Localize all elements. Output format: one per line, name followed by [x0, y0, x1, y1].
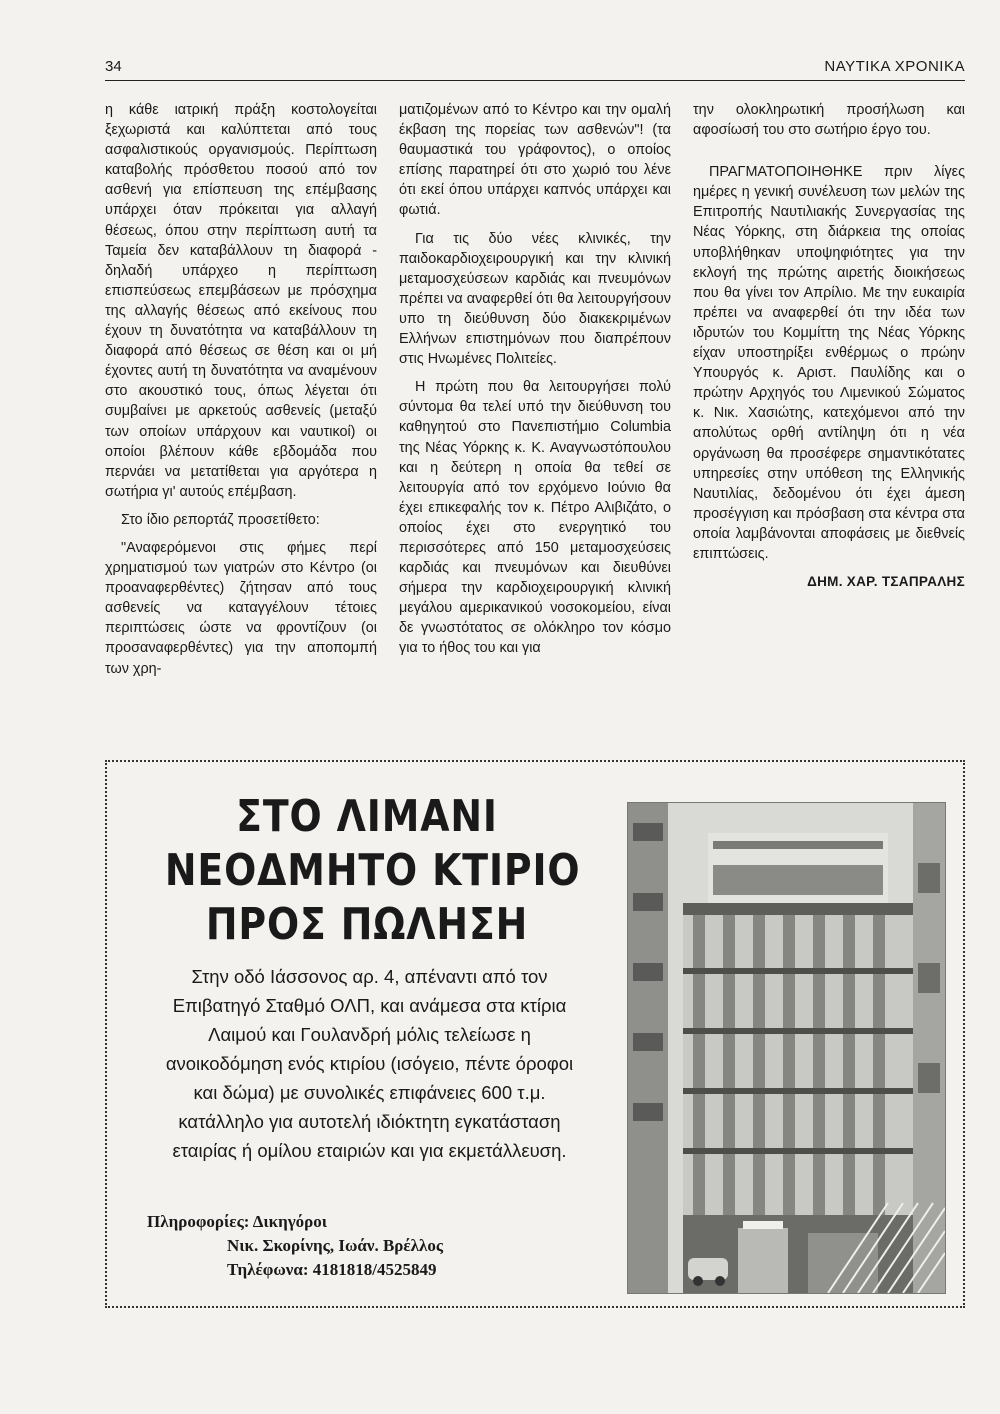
article-paragraph: Για τις δύο νέες κλινικές, την παιδοκαρδιοχειρουργική και την κλινική μεταμοσχεύσεων καρδιάς και πνευμόνων πρέπει να αναφερθεί ότι θα λειτουργήσουν υπο τη διεύθυνση δύο διακεκριμένων Ελλήνων επιστημόνων που διαπρέπουν στις Ηνωμένες Πολιτείες. [399, 230, 671, 368]
article-paragraph: ΠΡΑΓΜΑΤΟΠΟΙΗΘΗΚΕ πριν λίγες ημέρες η γενική συνέλευση των μελών της Επιτροπής Ναυτιλιακής Συνεργασίας της Νέας Υόρκης, στη διάρκεια της οποίας υποβλήθηκαν υποψηφιότητες για την εκλογή της πρώτης αιρετής διοικήσεως που θα γίνει τον Απρίλιο. Με την ευκαιρία πρέπει να αναφερθεί ότι την ιδέα των ιδρυτών του Κομμίττη της Νέας Υόρκης είχαν υποστηρίξει ενθέρμως ο πρώην Υπουργός κ. Αριστ. Παυλίδης και ο πρώτην Αρχηγός του Λιμενικού Σώματος κ. Νικ. Χασιώτης, κατεχόμενοι από την απολύτως ορθή αντίληψη ότι η νέα οργάνωση θα προσέφερε σημαντικότατες υπηρεσίες στην υπόθεση της Ελληνικής Ναυτιλίας, δεδομένου ότι έχει άμεση προσέγγιση και πρόσβαση στα κέντρα στα οποία λαμβάνονται αποφάσεις με διεθνείς επιπτώσεις. [693, 164, 965, 562]
article-columns [105, 100, 965, 715]
article-column-2 [399, 100, 671, 667]
article-column-3 [693, 100, 965, 600]
ad-body-text: Στην οδό Ιάσσονος αρ. 4, απέναντι από τον Επιβατηγό Σταθμό ΟΛΠ, και ανάμεσα στα κτίρια Λαιμού και Γουλανδρή μόλις τελείωσε η ανοικοδόμηση ενός κτιρίου (ισόγειο, πέντε όροφοι και δώμα) με συνολικές επιφάνειες 600 τ.μ. κατάλληλο για αυτοτελή ιδιόκτητη εγκατάσταση εταιρίας ή ομίλου εταιριών και για εκμετάλλευση. [165, 966, 574, 1161]
page-number: 34 [105, 58, 122, 75]
magazine-title: ΝΑΥΤΙΚΑ ΧΡΟΝΙΚΑ [824, 58, 965, 75]
article-paragraph: την ολοκληρωτική προσήλωση και αφοσίωσή του στο σωτήριο έργο του. [693, 102, 965, 139]
article-signature: ΔΗΜ. ΧΑΡ. ΤΣΑΠΡΑΛΗΣ [807, 574, 965, 590]
page-header [105, 56, 965, 81]
building-photo-icon [627, 802, 946, 1294]
article-column-1 [105, 100, 377, 687]
article-paragraph: Η πρώτη που θα λειτουργήσει πολύ σύντομα θα τελεί υπό την διεύθυνση του καθηγητού στο Πανεπιστήμιο Columbia της Νέας Υόρκης κ. Κ. Αναγνωστόπουλου και η δεύτερη η οποία θα τεθεί σε λειτουργία από τον ερχόμενο Ιούνιο θα έχει επικεφαλής τον κ. Πέτρο Αλιβιζάτο, ο οποίος έχει στο ενεργητικό του περισσότερες από 150 μεταμοσχεύσεις καρδιάς και πνευμόνων και διευθύνει σήμερα την καρδιοχειρουργική κλινική μεγάλου αμερικανικού νοσοκομείου, είναι δε γνωστότατος σε ολόκληρο τον κόσμο για το ήθος του και για [399, 379, 671, 657]
advertisement-box [105, 760, 965, 1308]
ad-info-line: Νικ. Σκορίνης, Ιωάν. Βρέλλος [227, 1236, 444, 1255]
ad-headline-line: ΠΡΟΣ ΠΩΛΗΣΗ [205, 899, 529, 950]
ad-info-line: Πληροφορίες: Δικηγόροι [147, 1212, 328, 1231]
article-paragraph: ματιζομένων από το Κέντρο και την ομαλή έκβαση της πορείας των ασθενών"! (τα θαυμαστικά του γράφοντος), ο οποίος επίσης παρατηρεί ότι στο χωριό του λένε ότι εκεί όπου υπάρχει καπνός υπάρχει και φωτιά. [399, 102, 671, 219]
ad-headline-line: ΣΤΟ ΛΙΜΑΝΙ [236, 791, 498, 842]
article-paragraph: "Αναφερόμενοι στις φήμες περί χρηματισμού των γιατρών στο Κέντρο (οι προαναφερθέντες) ζήτησαν από τους ασθενείς να καταγγέλουν τέτοιες περιπτώσεις ώστε να φροντίζουν (οι προσαναφερθέντες) για την αποπομπή των χρη- [105, 539, 377, 677]
ad-contact-info [147, 1210, 577, 1282]
ad-headline-line: ΝΕΟΔΜΗΤΟ ΚΤΙΡΙΟ [164, 845, 581, 896]
ad-phone-line: Τηλέφωνα: 4181818/4525849 [227, 1260, 437, 1279]
article-paragraph: Στο ίδιο ρεπορτάζ προσετίθετο: [121, 511, 320, 528]
article-paragraph: η κάθε ιατρική πράξη κοστολογείται ξεχωριστά και καλύπτεται από τους ασφαλιστικούς οργανισμούς. Περίπτωση καταβολής πρόσθετου ποσού από τον ασθενή για επίσπευση της επέμβασης υπάρχει όταν πρόκειται για αλλαγή θέσεως, όπου στην περίπτωση αυτή τα Ταμεία δεν καταβάλλουν τη διαφορά - δηλαδή υπάρχεο η περίπτωση επισπεύσεως επεμβάσεων με πρόσχημα της αλλαγής θέσεως από εκείνους που έχουν τη δυνατότητα να καταβάλλουν τη διαφορά από θέσεως σε θέση και οι μή έχοντες αυτή τη δυνατότητα να αναμένουν στο ακουστικό τους, όπως λέγεται ότι συμβαίνει με αρκετούς ασθενείς (μεταξύ των οποίων υπάρχουν και ναυτικοί) οι οποίοι βλέπουν κάθε εβδομάδα που περνάει να μετατίθεται για αργότερα η σωτήρια γι' αυτούς επέμβαση. [105, 102, 377, 500]
ad-headline [164, 790, 581, 952]
